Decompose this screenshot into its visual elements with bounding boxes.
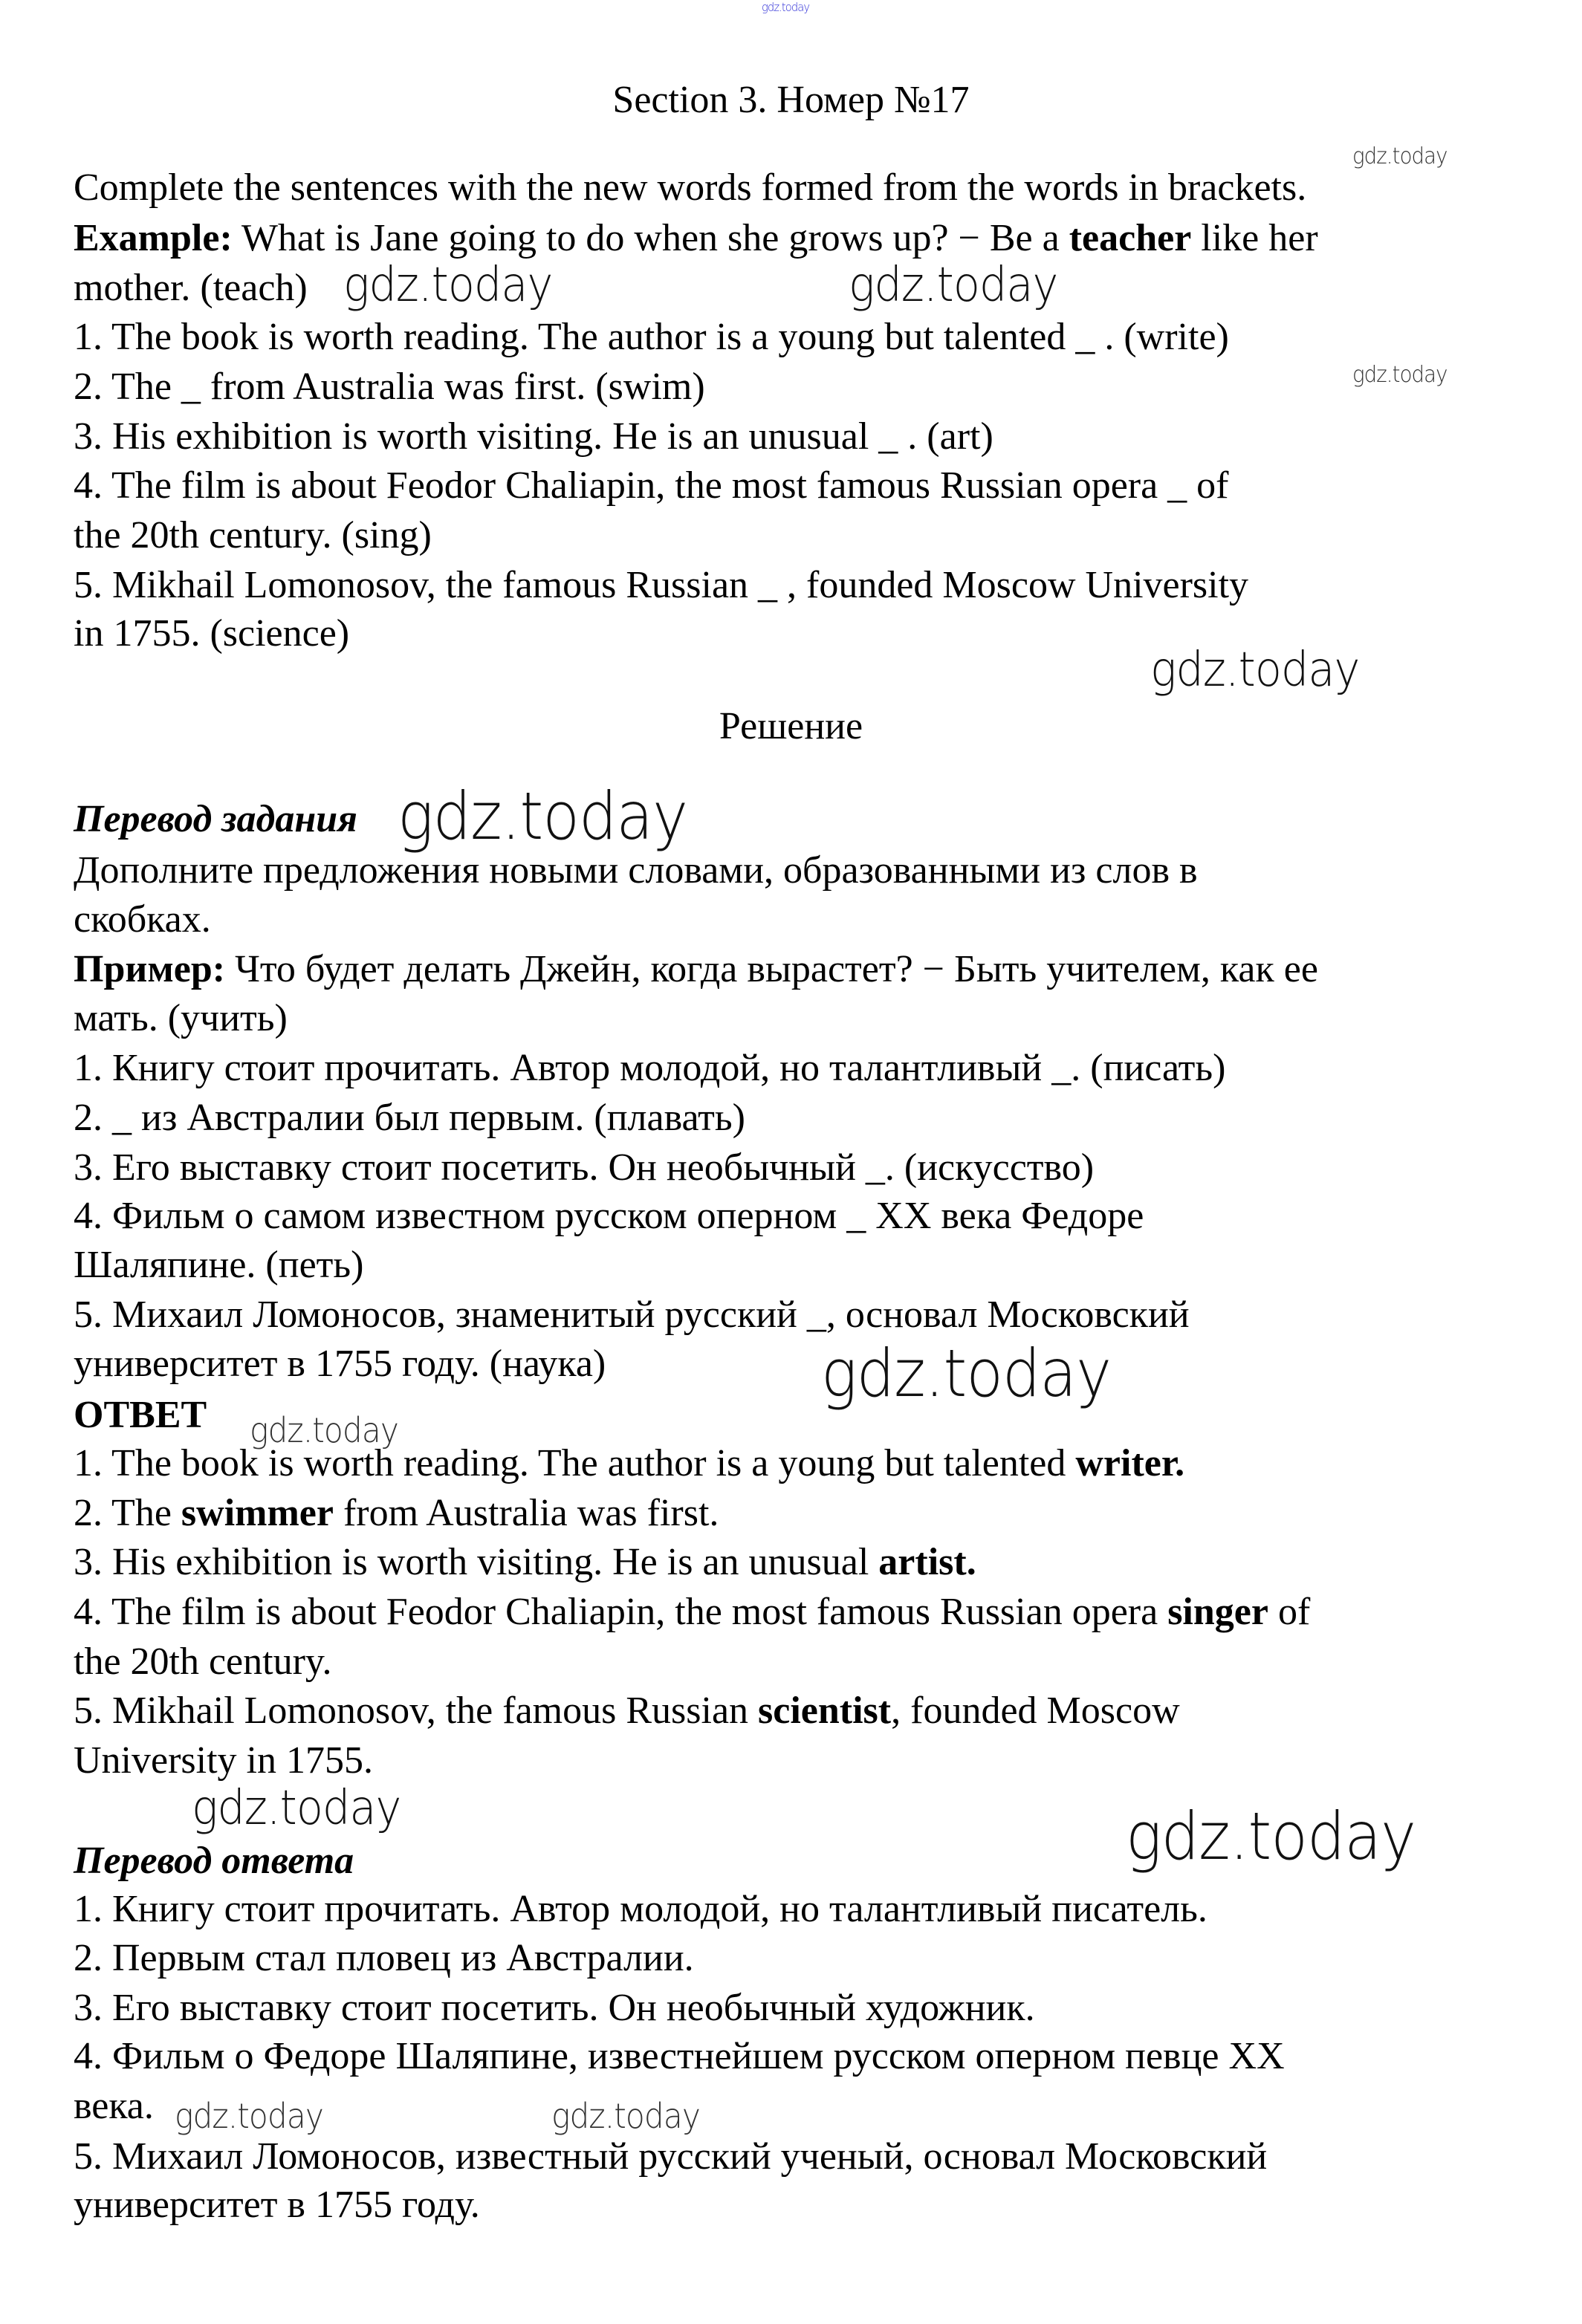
- text: University in 1755.: [74, 1739, 373, 1782]
- answer-line: [74, 1736, 373, 1785]
- task-line: [74, 511, 432, 560]
- text: 5. Mikhail Lomonosov, the famous Russian: [74, 1690, 759, 1732]
- text: университет в 1755 году. (наука): [74, 1343, 606, 1385]
- translation-line: [74, 1044, 1225, 1093]
- text: mother. (teach): [74, 267, 308, 309]
- task-line: [74, 313, 1229, 362]
- text: 4. Фильм о самом известном русском оперном _ XX века Федоре: [74, 1195, 1144, 1237]
- task-line: [74, 609, 349, 658]
- watermark: gdz.today: [762, 0, 810, 14]
- task-line: [74, 412, 993, 461]
- text: 3. His exhibition is worth visiting. He is an unusual: [74, 1541, 879, 1583]
- watermark: gdz.today: [1352, 362, 1448, 388]
- text: the 20th century. (sing): [74, 514, 432, 556]
- answer-translation-line: [74, 2032, 1285, 2081]
- task-line: [74, 264, 308, 313]
- text: like her: [1191, 217, 1318, 259]
- bold-text: Пример:: [74, 948, 226, 990]
- text: of: [1268, 1591, 1311, 1633]
- bold-text: Example:: [74, 217, 233, 259]
- text: 2. Первым стал пловец из Австралии.: [74, 1937, 694, 1979]
- bold-text: artist.: [878, 1541, 976, 1583]
- task-line: [74, 461, 1229, 510]
- watermark: gdz.today: [1150, 643, 1360, 698]
- text: 5. Михаил Ломоносов, знаменитый русский _, основал Московский: [74, 1294, 1190, 1336]
- answer-line: [74, 1588, 1310, 1637]
- answer-translation-line: [74, 1885, 1207, 1934]
- text: 4. The film is about Feodor Chaliapin, the most famous Russian opera _ of: [74, 464, 1229, 507]
- text: Шаляпине. (петь): [74, 1244, 364, 1286]
- task-line: [74, 363, 705, 412]
- bold-text: writer.: [1075, 1442, 1185, 1484]
- text: What is Jane going to do when she grows up? − Be a: [232, 217, 1069, 259]
- watermark: gdz.today: [343, 258, 553, 313]
- answer-line: [74, 1637, 332, 1687]
- answer-line: [74, 1538, 976, 1587]
- watermark: gdz.today: [250, 1410, 398, 1450]
- bold-text: singer: [1167, 1591, 1268, 1633]
- text: 5. Михаил Ломоносов, известный русский ученый, основал Московский: [74, 2135, 1268, 2178]
- translation-line: [74, 1291, 1190, 1340]
- watermark: gdz.today: [1126, 1798, 1416, 1875]
- text: 3. His exhibition is worth visiting. He is an unusual _ . (art): [74, 415, 993, 458]
- text: века.: [74, 2085, 154, 2127]
- translation-line: [74, 994, 288, 1043]
- watermark: gdz.today: [821, 1335, 1112, 1412]
- watermark: gdz.today: [551, 2096, 700, 2136]
- task-line: [74, 214, 1318, 263]
- answer-translation-line: [74, 1984, 1035, 2033]
- text: 3. Его выставку стоит посетить. Он необычный художник.: [74, 1987, 1035, 2029]
- answer-heading: ОТВЕТ: [74, 1394, 207, 1436]
- text: мать. (учить): [74, 997, 288, 1039]
- translation-line: [74, 895, 211, 944]
- answer-translation-line: [74, 2132, 1267, 2181]
- answer-line: [74, 1687, 1180, 1736]
- answer-translation-line: [74, 2181, 480, 2230]
- translation-line: [74, 1340, 606, 1389]
- watermark: gdz.today: [398, 778, 688, 854]
- translation-line: [74, 1192, 1144, 1241]
- answer-line: [74, 1439, 1184, 1488]
- watermark: gdz.today: [175, 2096, 323, 2136]
- text: 2. _ из Австралии был первым. (плавать): [74, 1097, 745, 1139]
- text: Complete the sentences with the new words formed from the words in brackets.: [74, 166, 1307, 209]
- bold-text: scientist: [758, 1690, 892, 1732]
- translation-line: [74, 945, 1318, 994]
- answer-translation-heading: Перевод ответа: [74, 1840, 354, 1882]
- answer-line: [74, 1489, 719, 1538]
- text: 1. Книгу стоит прочитать. Автор молодой, но талантливый писатель.: [74, 1888, 1207, 1930]
- text: 5. Mikhail Lomonosov, the famous Russian _ , founded Moscow University: [74, 564, 1249, 606]
- text: 1. The book is worth reading. The author is a young but talented _ . (write): [74, 316, 1229, 358]
- bold-text: swimmer: [181, 1492, 334, 1534]
- translation-line: [74, 1094, 745, 1143]
- solution-heading: Решение: [719, 705, 863, 747]
- text: 4. Фильм о Федоре Шаляпине, известнейшем русском оперном певце XX: [74, 2035, 1285, 2077]
- text: in 1755. (science): [74, 612, 350, 655]
- text: 1. The book is worth reading. The author is a young but talented: [74, 1442, 1076, 1484]
- answer-translation-line: [74, 1934, 694, 1983]
- bold-text: teacher: [1069, 217, 1192, 259]
- watermark: gdz.today: [849, 258, 1058, 313]
- text: from Australia was first.: [333, 1492, 719, 1534]
- text: университет в 1755 году.: [74, 2184, 480, 2226]
- watermark: gdz.today: [192, 1781, 401, 1836]
- text: 2. The _ from Australia was first. (swim): [74, 366, 705, 408]
- text: 3. Его выставку стоит посетить. Он необычный _. (искусство): [74, 1146, 1095, 1189]
- text: 2. The: [74, 1492, 181, 1534]
- text: 1. Книгу стоит прочитать. Автор молодой, но талантливый _. (писать): [74, 1047, 1226, 1089]
- text: , founded Moscow: [891, 1690, 1180, 1732]
- translation-line: [74, 1241, 363, 1290]
- answer-translation-line: [74, 2082, 154, 2131]
- text: Дополните предложения новыми словами, образованными из слов в: [74, 849, 1198, 892]
- watermark: gdz.today: [1352, 143, 1448, 169]
- page-title: Section 3. Номер №17: [612, 79, 970, 121]
- text: скобках.: [74, 898, 211, 941]
- text: Что будет делать Джейн, когда вырастет? − Быть учителем, как ее: [225, 948, 1318, 990]
- text: the 20th century.: [74, 1640, 332, 1683]
- translation-heading: Перевод задания: [74, 798, 357, 840]
- translation-line: [74, 1143, 1094, 1192]
- task-line: [74, 561, 1248, 610]
- task-line: [74, 163, 1306, 212]
- text: 4. The film is about Feodor Chaliapin, the most famous Russian opera: [74, 1591, 1168, 1633]
